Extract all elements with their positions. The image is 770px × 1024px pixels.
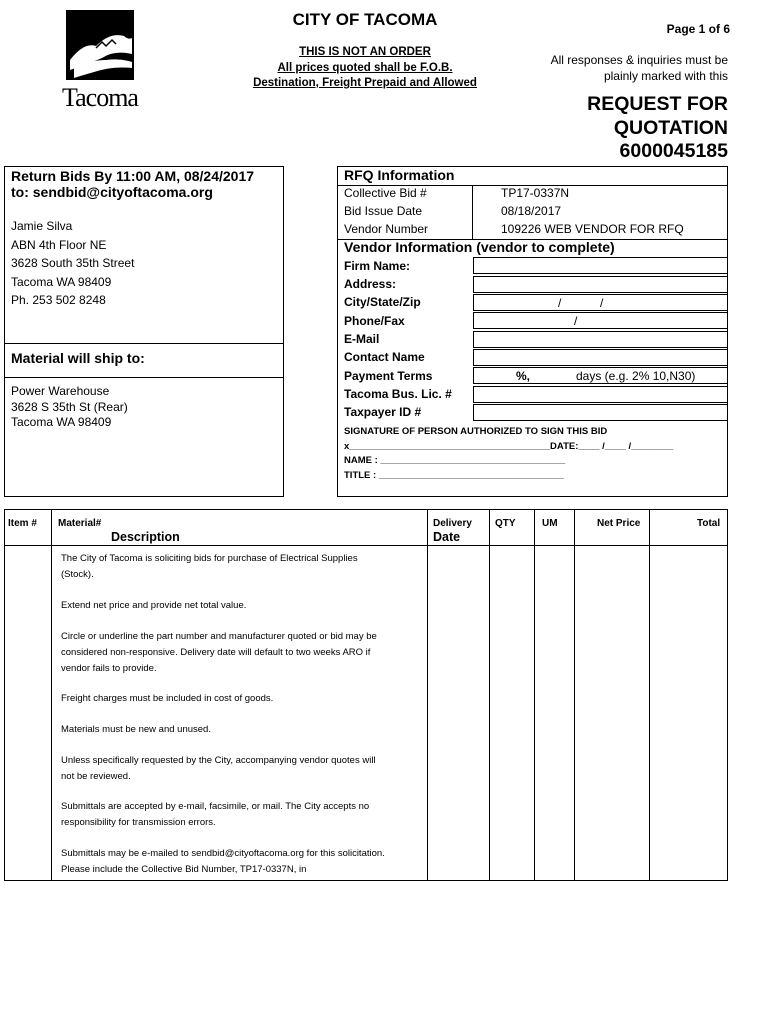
payment-percent: %,	[516, 369, 531, 383]
fob-line-2: Destination, Freight Prepaid and Allowed	[253, 77, 477, 89]
city-state-zip-label: City/State/Zip	[344, 295, 421, 309]
total-header: Total	[697, 518, 721, 529]
ship-line: Power Warehouse	[11, 384, 110, 398]
collective-bid-label: Collective Bid #	[344, 186, 427, 200]
col-divider	[649, 510, 650, 880]
taxpayer-id-label: Taxpayer ID #	[344, 405, 422, 419]
phone-fax-field[interactable]	[473, 312, 728, 329]
rfq-heading-line-1: REQUEST FOR	[587, 93, 728, 115]
description-paragraph: Materials must be new and unused.	[61, 724, 211, 735]
description-paragraph: Submittals may be e-mailed to sendbid@cityoftacoma.org for this solicitation. Please include the Collective Bid Number, TP17-0337N, in	[61, 848, 385, 875]
business-license-label: Tacoma Bus. Lic. #	[344, 387, 452, 401]
slash: /	[574, 314, 578, 328]
payment-terms-label: Payment Terms	[344, 369, 433, 383]
vendor-info-title: Vendor Information (vendor to complete)	[344, 239, 615, 255]
city-title: CITY OF TACOMA	[292, 10, 438, 29]
description-paragraph: Unless specifically requested by the City, accompanying vendor quotes will not be reviewed.	[61, 755, 376, 782]
logo-text: Tacoma	[62, 83, 138, 112]
um-header: UM	[542, 518, 558, 529]
slash: /	[600, 296, 604, 310]
description-header: Description	[111, 530, 180, 544]
description-paragraph: Extend net price and provide net total value.	[61, 600, 247, 611]
responses-notice	[500, 53, 728, 84]
vendor-number-label: Vendor Number	[344, 222, 429, 236]
col-divider	[427, 510, 428, 880]
bid-issue-date-value: 08/18/2017	[501, 204, 562, 218]
business-license-field[interactable]	[473, 386, 728, 403]
net-price-header: Net Price	[597, 518, 641, 529]
date-header: Date	[433, 530, 461, 544]
qty-header: QTY	[495, 518, 516, 529]
header-divider	[5, 545, 727, 546]
address-field[interactable]	[473, 276, 728, 293]
return-bids-box	[4, 166, 284, 497]
contact-line: Ph. 253 502 8248	[11, 293, 106, 307]
contact-name-field[interactable]	[473, 349, 728, 366]
name-line[interactable]: NAME : ___________________________________	[344, 455, 566, 466]
description-paragraph: Freight charges must be included in cost of goods.	[61, 693, 274, 704]
delivery-header: Delivery	[433, 518, 472, 529]
bid-issue-date-label: Bid Issue Date	[344, 204, 423, 218]
ship-to-heading: Material will ship to:	[11, 350, 145, 366]
address-label: Address:	[344, 277, 397, 291]
contact-line: Tacoma WA 98409	[11, 274, 112, 289]
rfq-number: 6000045185	[619, 140, 728, 162]
taxpayer-id-field[interactable]	[473, 404, 728, 421]
email-field[interactable]	[473, 331, 728, 348]
signature-block	[344, 425, 673, 483]
contact-line: Jamie Silva	[11, 219, 73, 233]
responses-line-1: All responses & inquiries must be	[550, 53, 728, 67]
contact-line: ABN 4th Floor NE	[11, 237, 107, 252]
col-divider	[574, 510, 575, 880]
not-an-order-notice	[230, 45, 500, 92]
ship-to-address	[11, 384, 128, 431]
contact-line: 3628 South 35th Street	[11, 256, 135, 270]
tacoma-logo-icon	[62, 10, 138, 112]
email-label: E-Mail	[344, 332, 380, 346]
title-line[interactable]: TITLE : ___________________________________	[344, 469, 564, 481]
ship-line: Tacoma WA 98409	[11, 415, 112, 429]
fob-line-1: All prices quoted shall be F.O.B.	[277, 61, 453, 74]
col-divider	[489, 510, 490, 880]
description-paragraph: Submittals are accepted by e-mail, facsimile, or mail. The City accepts no responsibility for transmission errors.	[61, 801, 370, 828]
material-header: Material#	[58, 518, 102, 529]
not-order-line: THIS IS NOT AN ORDER	[299, 46, 431, 58]
phone-fax-label: Phone/Fax	[344, 314, 405, 328]
collective-bid-value: TP17-0337N	[501, 186, 570, 200]
city-of-tacoma-logo	[62, 10, 138, 112]
divider	[5, 343, 283, 344]
signature-line[interactable]: x______________________________________DATE:____ /____ /________	[344, 440, 674, 452]
col-divider	[534, 510, 535, 880]
rfq-info-title: RFQ Information	[344, 167, 455, 183]
payment-days-hint: days (e.g. 2% 10,N30)	[576, 369, 696, 383]
buyer-contact	[11, 217, 134, 310]
vendor-number-value: 109226 WEB VENDOR FOR RFQ	[501, 222, 684, 236]
signature-title: SIGNATURE OF PERSON AUTHORIZED TO SIGN THIS BID	[344, 426, 608, 437]
slash: /	[558, 296, 562, 310]
return-bids-line-1: Return Bids By 11:00 AM, 08/24/2017	[11, 168, 255, 184]
firm-name-field[interactable]	[473, 257, 728, 274]
rfq-information-box	[337, 166, 728, 497]
col-divider	[51, 510, 52, 880]
rfq-heading-line-2: QUOTATION	[613, 116, 728, 139]
responses-line-2: plainly marked with this	[603, 68, 728, 83]
divider	[5, 377, 283, 378]
return-bids-heading	[11, 168, 254, 200]
city-state-zip-field[interactable]	[473, 294, 728, 311]
contact-name-label: Contact Name	[344, 350, 425, 364]
rfq-heading	[520, 93, 728, 164]
return-bids-line-2: to: sendbid@cityoftacoma.org	[11, 184, 213, 200]
divider	[472, 185, 473, 240]
description-paragraph: Circle or underline the part number and manufacturer quoted or bid may be considered non-responsive. Delivery date will default to two weeks ARO if vendor fails to provide.	[61, 631, 377, 674]
payment-terms-field[interactable]	[473, 367, 728, 384]
ship-line: 3628 S 35th St (Rear)	[11, 399, 128, 414]
description-paragraph: The City of Tacoma is soliciting bids for purchase of Electrical Supplies (Stock).	[61, 553, 358, 580]
item-header: Item #	[8, 518, 37, 529]
firm-name-label: Firm Name:	[344, 259, 411, 273]
page-number: Page 1 of 6	[666, 22, 730, 36]
